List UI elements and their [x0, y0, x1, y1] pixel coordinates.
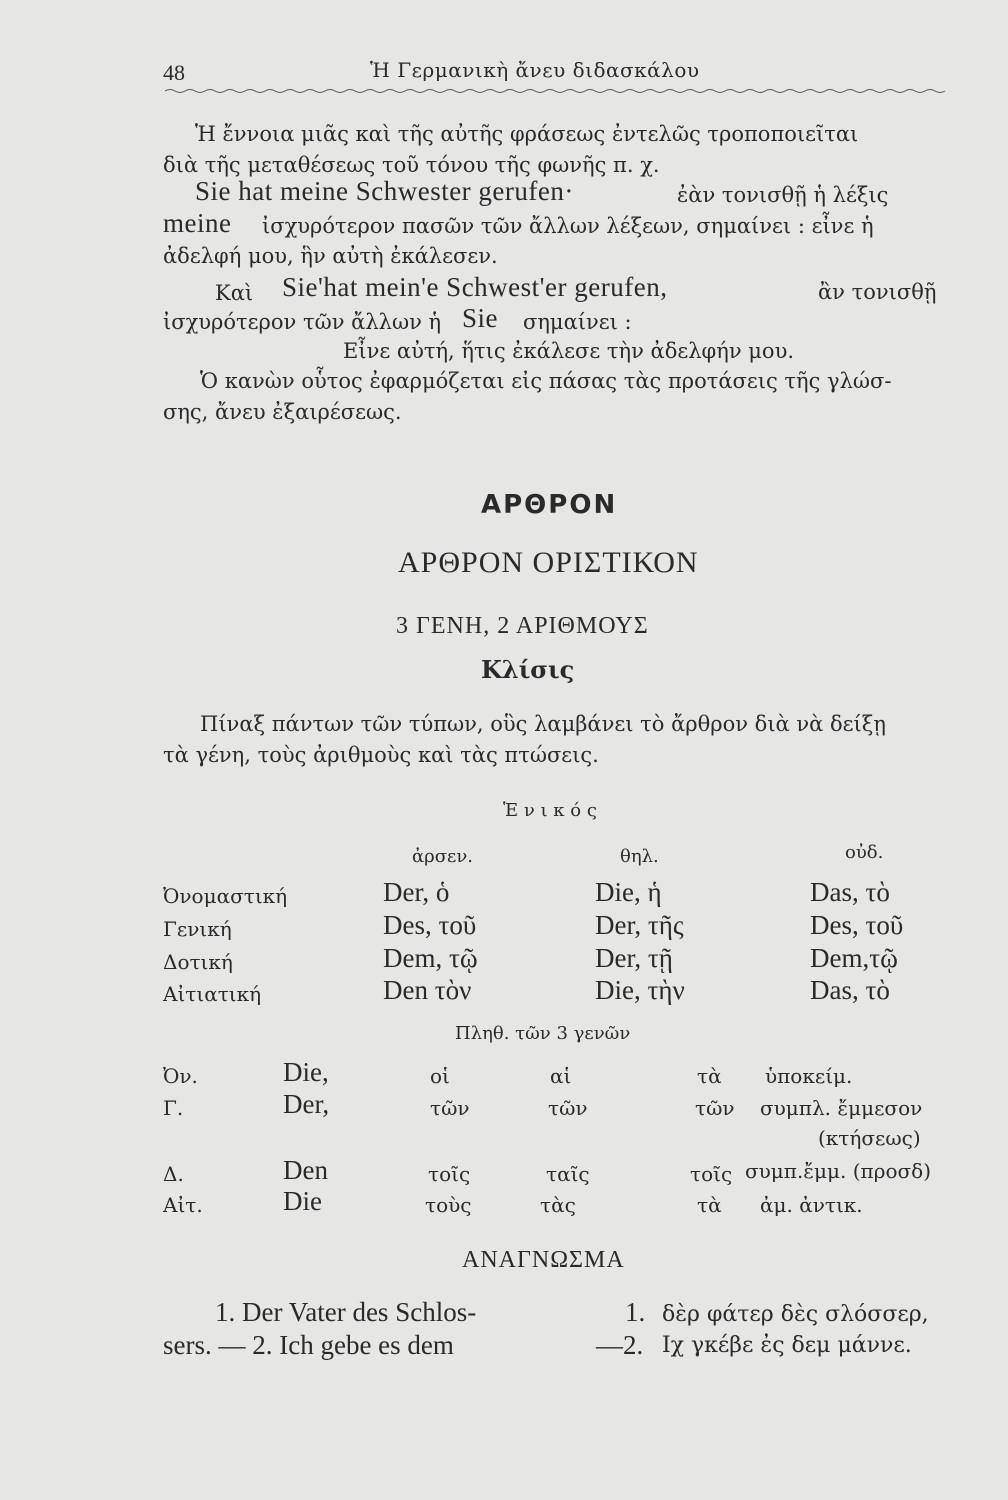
intro-line-6-german: Sie'hat mein'e Schwest'er gerufen,	[282, 272, 668, 302]
intro-line-7-greek-end: σημαίνει :	[523, 310, 632, 334]
intro-line-4-greek: ἰσχυρότερον πασῶν τῶν ἄλλων λέξεων, σημαίνει : εἶνε ἡ	[262, 214, 874, 238]
intro-line-5: ἀδελφή μου, ἣν αὐτὴ ἐκάλεσεν.	[163, 244, 498, 268]
pl-gen-f: τῶν	[548, 1096, 588, 1120]
genders-numbers-heading: 3 ΓΕΝΗ, 2 ΑΡΙΘΜΟΥΣ	[396, 613, 649, 639]
plural-title: Πληθ. τῶν 3 γενῶν	[455, 1023, 631, 1044]
pl-case-acc: Αἰτ.	[163, 1193, 203, 1217]
intro-line-3-greek: ἐὰν τονισθῇ ἡ λέξις	[677, 183, 889, 207]
pl-case-nom: Ὀν.	[163, 1064, 198, 1088]
reading-right-line-1: δὲρ φάτερ δὲς σλόσσερ,	[662, 1302, 929, 1327]
acc-neut: Das, τὸ	[810, 975, 890, 1005]
page-number: 48	[163, 60, 185, 85]
pl-dat-m: τοῖς	[428, 1162, 471, 1186]
intro-line-4-german: meine	[163, 208, 232, 238]
section-heading: ΑΡΘΡΟΝ	[481, 490, 618, 520]
intro-line-7-german: Sie	[462, 303, 499, 333]
intro-line-3-german: Sie hat meine Schwester gerufen·	[195, 176, 574, 206]
pl-dat-f: ταῖς	[546, 1162, 590, 1186]
reading-right-num-2: —2.	[596, 1330, 644, 1360]
dat-fem: Der, τῇ	[595, 943, 673, 973]
pl-nom-german: Die,	[283, 1057, 329, 1087]
intro-line-1: Ἡ ἔννοια μιᾶς καὶ τῆς αὐτῆς φράσεως ἐντελῶς τροποποιεῖται	[195, 122, 859, 146]
intro-line-7-greek: ἰσχυρότερον τῶν ἄλλων ἡ	[163, 310, 442, 334]
pl-dat-n: τοῖς	[690, 1162, 733, 1186]
running-title: Ἡ Γερμανικὴ ἄνευ διδασκάλου	[370, 58, 700, 82]
pl-gen-german: Der,	[283, 1089, 330, 1119]
intro-line-9: Ὁ κανὼν οὗτος ἐφαρμόζεται εἰς πάσας τὰς προτάσεις τῆς γλώσ-	[200, 369, 892, 393]
intro-line-6-greek-end: ἂν τονισθῇ	[818, 280, 937, 304]
col-header-masculine: ἀρσεν.	[412, 846, 474, 867]
reading-title: ΑΝΑΓΝΩΣΜΑ	[462, 1247, 625, 1273]
acc-fem: Die, τὴν	[595, 975, 685, 1005]
case-nominative: Ὀνομαστική	[163, 884, 288, 908]
pl-gen-note: συμπλ. ἔμμεσον	[760, 1096, 923, 1120]
pl-acc-n: τὰ	[697, 1193, 722, 1217]
case-dative: Δοτική	[163, 950, 233, 974]
nom-masc: Der, ὁ	[383, 877, 450, 907]
dat-masc: Dem, τῷ	[383, 943, 478, 973]
singular-title: Ἑ ν ι κ ό ς	[503, 800, 597, 821]
pl-nom-f: αἱ	[550, 1064, 572, 1088]
pl-nom-m: οἱ	[430, 1064, 450, 1088]
pl-acc-german: Die	[283, 1186, 322, 1216]
nom-neut: Das, τὸ	[810, 877, 890, 907]
acc-masc: Den τὸν	[383, 975, 472, 1005]
pl-gen-n: τῶν	[695, 1096, 735, 1120]
nom-fem: Die, ἡ	[595, 877, 662, 907]
table-description-2: τὰ γένη, τοὺς ἀριθμοὺς καὶ τὰς πτώσεις.	[163, 743, 599, 767]
reading-right-line-2: Ιχ γκέβε ἐς δεμ μάννε.	[662, 1333, 912, 1358]
col-header-neuter: οὐδ.	[845, 842, 884, 863]
pl-nom-note: ὑποκείμ.	[765, 1064, 853, 1088]
pl-dat-german: Den	[283, 1155, 328, 1185]
intro-line-10: σης, ἄνευ ἐξαιρέσεως.	[163, 400, 402, 424]
pl-case-gen: Γ.	[163, 1096, 184, 1120]
intro-line-6-greek: Καὶ	[215, 281, 254, 305]
pl-acc-note: ἀμ. ἀντικ.	[760, 1193, 863, 1217]
intro-line-8: Εἶνε αὐτή, ἥτις ἐκάλεσε τὴν ἀδελφήν μου.	[343, 339, 795, 363]
pl-nom-n: τὰ	[697, 1064, 722, 1088]
subsection-heading: ΑΡΘΡΟΝ ΟΡΙΣΤΙΚΟΝ	[398, 546, 699, 579]
header-wavy-rule	[165, 88, 950, 94]
pl-acc-f: τὰς	[540, 1193, 576, 1217]
gen-masc: Des, τοῦ	[383, 910, 477, 940]
intro-line-2: διὰ τῆς μεταθέσεως τοῦ τόνου τῆς φωνῆς π. χ.	[163, 153, 660, 177]
reading-left-line-2: sers. — 2. Ich gebe es dem	[163, 1330, 454, 1360]
pl-gen-note-cont: (κτήσεως)	[818, 1126, 921, 1150]
dat-neut: Dem,τῷ	[810, 943, 898, 973]
pl-dat-note: συμπ.ἔμμ. (προσδ)	[745, 1159, 931, 1183]
reading-left-line-1: 1. Der Vater des Schlos-	[215, 1297, 477, 1327]
declension-heading: Κλίσις	[481, 655, 575, 684]
pl-case-dat: Δ.	[163, 1162, 184, 1186]
reading-right-num-1: 1.	[625, 1297, 646, 1327]
gen-fem: Der, τῆς	[595, 910, 684, 940]
pl-acc-m: τοὺς	[425, 1193, 472, 1217]
table-description-1: Πίναξ πάντων τῶν τύπων, οὓς λαμβάνει τὸ ἄρθρον διὰ νὰ δείξῃ	[200, 712, 886, 736]
case-accusative: Αἰτιατική	[163, 982, 262, 1006]
pl-gen-m: τῶν	[430, 1096, 470, 1120]
gen-neut: Des, τοῦ	[810, 910, 904, 940]
col-header-feminine: θηλ.	[620, 846, 659, 867]
case-genitive: Γενική	[163, 917, 232, 941]
